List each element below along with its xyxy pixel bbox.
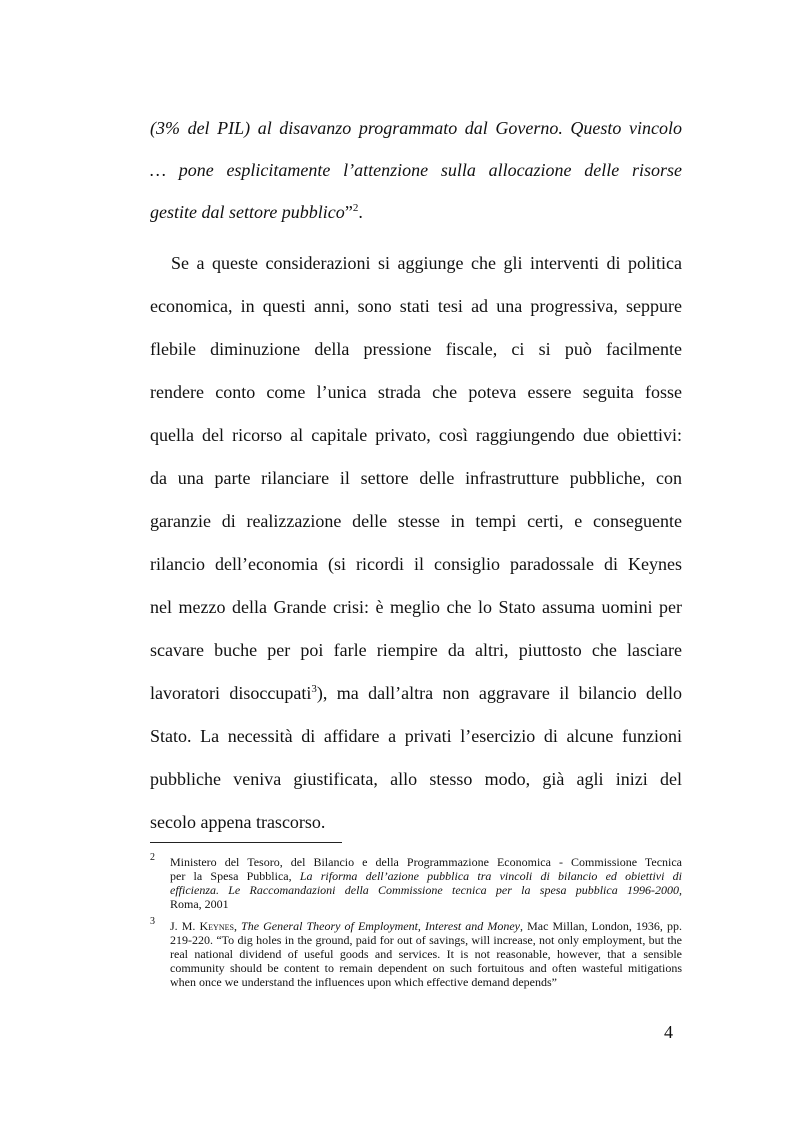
text-run: pubbliche veniva giustificata, allo stesso modo, già agli inizi del: [150, 769, 682, 789]
footnote-number: 2: [150, 852, 155, 863]
text-run: lavoratori disoccupati: [150, 683, 312, 703]
italic-title: efficienza. Le Raccomandazioni della Commissione tecnica per la spesa pubblica 1996-2000: [170, 883, 679, 897]
text-run: rilancio dell’economia (si ricordi il consiglio paradossale di Keynes: [150, 554, 682, 574]
author-name: Keynes: [199, 919, 234, 933]
text-run: Ministero del Tesoro, del Bilancio e della Programmazione Economica - Commissione Tecnica: [170, 855, 682, 869]
text-run: da una parte rilanciare il settore delle infrastrutture pubbliche, con: [150, 468, 682, 488]
footnote-line: [170, 869, 682, 883]
footnote-text: [170, 919, 682, 989]
text-run: ), ma dall’altra non aggravare il bilancio dello: [316, 683, 682, 703]
text-run: Se a queste considerazioni si aggiunge che gli interventi di politica: [171, 253, 682, 273]
text-line: [150, 811, 682, 833]
text-run: (3% del PIL) al disavanzo programmato dal Governo. Questo vincolo: [150, 118, 682, 138]
text-line: [150, 159, 682, 181]
text-line: [150, 467, 682, 489]
footnote-line: [170, 897, 682, 911]
text-run: secolo appena trascorso.: [150, 812, 326, 832]
footnote-line: [170, 947, 682, 961]
text-run: quella del ricorso al capitale privato, così raggiungendo due obiettivi:: [150, 425, 682, 445]
closing-quote: ”: [344, 202, 353, 222]
text-run: rendere conto come l’unica strada che poteva essere seguita fosse: [150, 382, 682, 402]
text-line: [150, 295, 682, 317]
footnote-line: [170, 919, 682, 933]
footnote-line: [170, 933, 682, 947]
text-run: scavare buche per poi farle riempire da altri, piuttosto che lasciare: [150, 640, 682, 660]
text-run: .: [358, 202, 363, 222]
text-line: [150, 117, 682, 139]
footnote-line: [170, 975, 682, 989]
text-line: [150, 381, 682, 403]
text-line: [150, 338, 682, 360]
text-run: real national dividend of useful goods and services. It is not reasonable, however, that a sensible: [170, 947, 682, 961]
text-run: ,: [679, 883, 682, 897]
text-line: [150, 510, 682, 532]
footnote-line: [170, 961, 682, 975]
text-line: [150, 639, 682, 661]
text-line: [150, 553, 682, 575]
text-line: [150, 682, 682, 704]
italic-title: La riforma dell’azione pubblica tra vincoli di bilancio ed obiettivi di: [299, 869, 682, 883]
text-run: ,: [233, 919, 242, 933]
text-run: nel mezzo della Grande crisi: è meglio che lo Stato assuma uomini per: [150, 597, 682, 617]
footnote-separator: [150, 842, 342, 843]
text-line: [150, 768, 682, 790]
text-line: [150, 596, 682, 618]
text-run: Roma, 2001: [170, 897, 229, 911]
footnote-line: [170, 855, 682, 869]
footnote-2: [150, 852, 682, 915]
footnote-text: [170, 855, 682, 911]
italic-title: The General Theory of Employment, Interest and Money: [241, 919, 520, 933]
text-run: gestite dal settore pubblico: [150, 202, 345, 222]
text-run: flebile diminuzione della pressione fiscale, ci si può facilmente: [150, 339, 682, 359]
text-run: , Mac Millan, London, 1936, pp.: [520, 919, 682, 933]
text-run: garanzie di realizzazione delle stesse in tempi certi, e conseguente: [150, 511, 682, 531]
text-run: 219-220. “To dig holes in the ground, paid for out of savings, will increase, not only employment, but the: [170, 933, 682, 947]
text-run: community should be content to remain dependent on such fortuitous and often wasteful mitigations: [170, 961, 682, 975]
footnote-line: [170, 883, 682, 897]
text-line: [150, 201, 682, 223]
text-run: J. M.: [170, 919, 200, 933]
text-run: Stato. La necessità di affidare a privati l’esercizio di alcune funzioni: [150, 726, 682, 746]
footnote-ref-2[interactable]: 2: [352, 202, 359, 214]
footnote-number: 3: [150, 916, 155, 927]
text-run: per la Spesa Pubblica,: [170, 869, 300, 883]
text-run: when once we understand the influences upon which effective demand depends”: [170, 975, 557, 989]
text-line: [150, 424, 682, 446]
footnote-ref-3[interactable]: 3: [311, 683, 317, 695]
text-line: [150, 725, 682, 747]
text-run: economica, in questi anni, sono stati tesi ad una progressiva, seppure: [150, 296, 682, 316]
footnote-3: [150, 916, 682, 994]
paragraph-first-line: [171, 252, 682, 274]
page-number: 4: [664, 1022, 673, 1042]
text-run: … pone esplicitamente l’attenzione sulla allocazione delle risorse: [150, 160, 682, 180]
